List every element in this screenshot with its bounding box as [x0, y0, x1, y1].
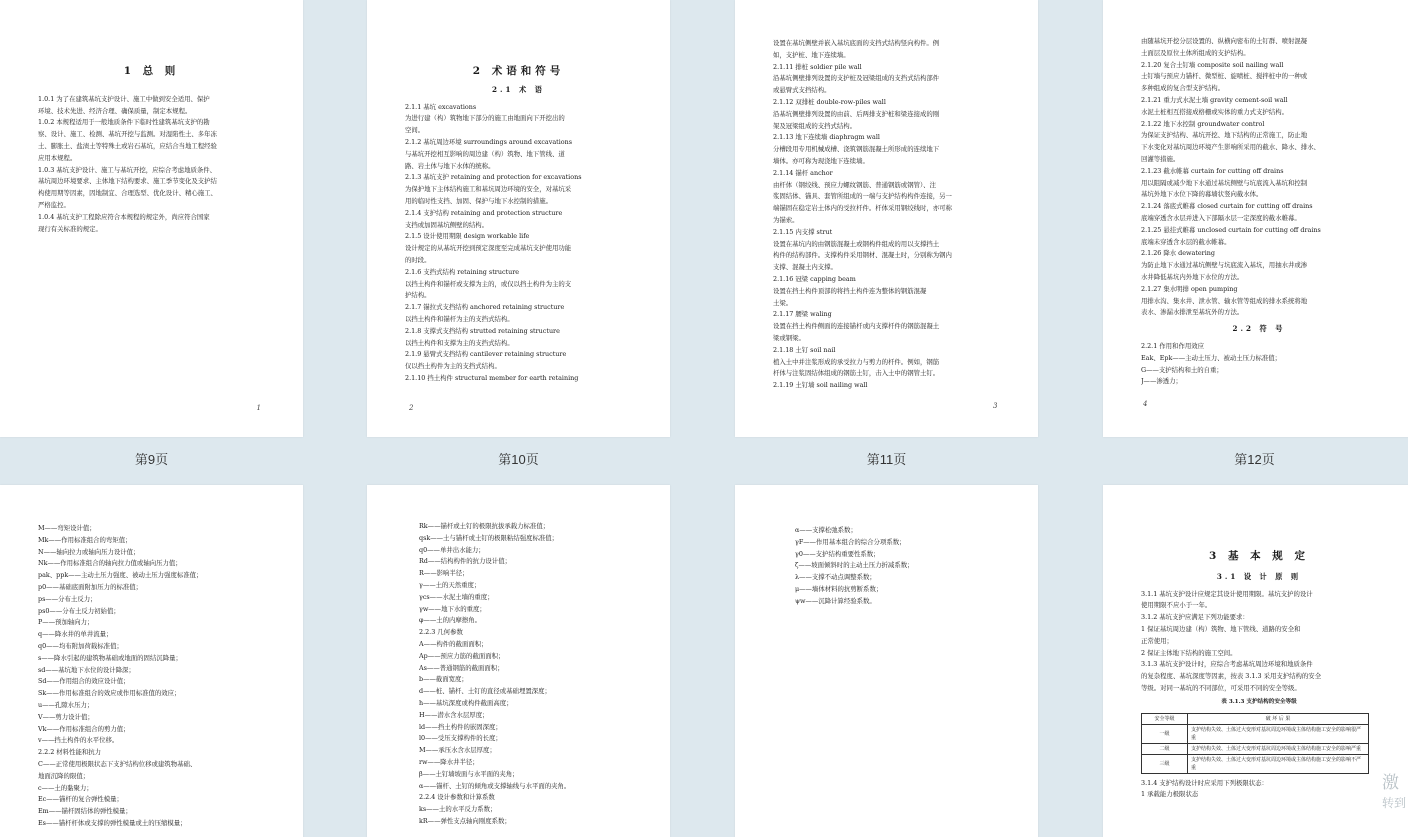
text-line: α——支撑松弛系数； [795, 526, 857, 534]
table-cell: 一级 [1142, 724, 1188, 743]
text-line: 表水、渗漏水排泄至基坑外的方法。 [1141, 308, 1244, 317]
page-body [38, 523, 265, 830]
text-line: 如，支护桩、地下连续墙。 [773, 50, 850, 59]
page-body [38, 94, 265, 236]
page-body [405, 102, 632, 385]
text-line: γcs——水泥土墙的重度； [419, 592, 494, 601]
text-line: 由随基坑开挖分层设置的、纵横向密布的土钉群、喷射混凝 [1141, 37, 1308, 45]
text-line: 2.1.2 基坑周边环境 surroundings around excavations [405, 137, 573, 146]
text-line: 2.1.12 双排桩 double-row-piles wall [773, 97, 886, 106]
text-line: V——剪力设计值； [38, 712, 94, 721]
text-line: p0——基础底面附加压力的标准值； [38, 582, 143, 591]
text-line: 用以阻隔或减少地下水通过基坑侧壁与坑底流入基坑和控制 [1141, 178, 1308, 187]
text-line: 的复杂程度、基坑深度等因素，按表 3.1.3 采用支护结构的安全 [1141, 672, 1322, 681]
text-line: 1.0.4 基坑支护工程除应符合本规程的规定外，尚应符合国家 [38, 212, 210, 221]
page-body-2 [1141, 341, 1377, 388]
page-label-11[interactable]: 第11页 [866, 452, 907, 467]
text-line: 端锚固在稳定岩土体内的受拉杆件。杆体采用钢绞线时，亦可称 [773, 204, 952, 213]
table-cell: 三级 [1142, 754, 1188, 773]
text-line: J——渗透力； [1141, 377, 1182, 386]
table-row [1142, 754, 1369, 773]
text-line: 土面层及原位土体所组成的支护结构。 [1141, 48, 1250, 57]
section-title: 3.1 设 计 原 则 [1216, 571, 1302, 581]
table-cell: 二级 [1142, 743, 1188, 754]
text-line: ps——分布土反力； [38, 594, 97, 603]
text-line: l0——受压支撑构件的长度； [419, 734, 502, 743]
text-line: 2.1.3 基坑支护 retaining and protection for excavations [405, 173, 582, 182]
chapter-title: 3 基 本 规 定 [1209, 550, 1309, 562]
text-line: 水泥土桩相互搭接成格栅或实体的重力式支护结构。 [1141, 107, 1288, 116]
text-line: 浆固结体、锚具、套管所组成的一端与支护结构构件连接，另一 [773, 192, 952, 201]
text-line: 2.1.4 支护结构 retaining and protection structure [405, 208, 563, 217]
text-line: u——孔隙水压力； [38, 700, 94, 709]
text-line: 护结构。 [405, 291, 431, 300]
text-line: γw——地下水的重度； [419, 604, 486, 613]
text-line: 为锚索。 [773, 215, 799, 224]
text-line: ps0——分布土反力初始值； [38, 606, 120, 615]
text-line: c——土的黏聚力； [38, 783, 93, 792]
chapter-title: 1 总 则 [123, 65, 180, 77]
text-line: 以挡土构件和支撑为主的支挡式结构。 [405, 338, 514, 347]
text-line: 或悬臂式支挡结构。 [773, 86, 831, 95]
text-line: 底端未穿透含水层的截水帷幕。 [1141, 237, 1231, 246]
text-line: Mk——作用标准组合的弯矩值； [38, 535, 132, 544]
text-line: Nk——作用标准组合的轴向拉力值或轴向压力值； [38, 559, 182, 568]
text-line: kR——弹性支点轴向刚度系数； [419, 816, 511, 825]
table-cell: 支护结构失效、土体过大变形对基坑周边环境或主体结构施工安全的影响很严重 [1188, 724, 1369, 743]
text-line: G——支护结构和土的自重； [1141, 365, 1223, 374]
text-line: N——轴向拉力或轴向压力设计值； [38, 547, 140, 556]
table-header: 安全等级 [1142, 713, 1188, 724]
text-line: 1.0.3 基坑支护设计、施工与基坑开挖，应综合考虑地质条件、 [38, 165, 217, 174]
page-12[interactable] [1103, 0, 1408, 437]
page-10[interactable] [367, 0, 670, 437]
text-line: 与基坑开挖相互影响的周边建（构）筑物、地下管线、道 [405, 149, 565, 158]
text-line: λ——支撑不动点调整系数； [795, 573, 876, 582]
chapter-title: 2 术语和符号 [472, 65, 565, 77]
text-line: q——降水井的单井流量； [38, 630, 113, 639]
text-line: 沿基坑侧壁排列设置的由前、后两排支护桩和梁连接成的刚 [773, 109, 940, 118]
text-line: 正常使用； [1141, 636, 1173, 645]
section-title: 2.1 术 语 [492, 84, 545, 94]
page-number: 3 [993, 402, 998, 411]
text-line: 1.0.2 本规程适用于一般地质条件下临时性建筑基坑支护的勘 [38, 118, 210, 127]
text-line: As——普通钢筋的截面面积； [419, 663, 504, 672]
page-body [773, 38, 1000, 392]
text-line: 2.2.1 作用和作用效应 [1141, 341, 1205, 350]
text-line: 3.1.2 基坑支护应满足下列功能要求： [1141, 613, 1249, 622]
text-line: 以挡土构件和锚杆或支撑为主的，或仅以挡土构件为主的支 [405, 279, 572, 288]
text-line: 2.1.9 悬臂式支挡结构 cantilever retaining structure [405, 350, 567, 359]
text-line: 3.1.4 支护结构设计时应采用下列极限状态： [1141, 778, 1268, 787]
text-line: 架及冠梁组成的支挡式结构。 [773, 121, 857, 130]
text-line: 为保护地下主体结构施工和基坑周边环境的安全，对基坑采 [405, 185, 572, 194]
text-line: 应用本规程。 [38, 153, 77, 162]
text-line: 基坑周边环境要求、主体地下结构要求、施工季节变化及支护结 [38, 177, 217, 186]
text-line: 3.1.3 基坑支护设计时，应综合考虑基坑周边环境和地质条件 [1141, 660, 1313, 669]
text-line: 的时段。 [405, 255, 431, 264]
text-line: Rd——结构构件的抗力设计值； [419, 557, 511, 566]
page-body-2 [1141, 778, 1377, 802]
text-line: 2.1.16 冠梁 capping beam [773, 274, 856, 283]
text-line: ζ——坡面倾斜时的主动土压力折减系数； [795, 561, 914, 570]
text-line: α——锚杆、土钉的倾角或支撑轴线与水平面的夹角。 [419, 781, 571, 790]
safety-grade-table [1141, 713, 1369, 774]
page-9[interactable] [0, 0, 303, 437]
text-line: ks——土的水平反力系数； [419, 805, 497, 814]
text-line: 2.1.13 地下连续墙 diaphragm wall [773, 133, 880, 142]
text-line: 2.1.24 落底式帷幕 closed curtain for cutting off drains [1141, 202, 1313, 211]
page-body [795, 525, 1000, 608]
text-line: 水井降低基坑内外地下水位的方法。 [1141, 272, 1244, 281]
text-line: 2.1.1 基坑 excavations [405, 102, 477, 111]
text-line: A——构件的截面面积； [419, 639, 488, 648]
text-line: 用排水沟、集水井、泄水管、输水管等组成的排水系统将地 [1141, 296, 1308, 305]
text-line: 2.1.14 锚杆 anchor [773, 168, 833, 177]
text-line: 为防止地下水通过基坑侧壁与坑底流入基坑，用抽水井或渗 [1141, 261, 1308, 270]
text-line: φ——土的内摩擦角。 [419, 616, 481, 625]
text-line: 环境、技术先进、经济合理、确保质量，制定本规程。 [38, 106, 192, 115]
page-body [1141, 36, 1377, 319]
text-line: s——降水引起的建筑物基础或地面的固结沉降量； [38, 653, 182, 662]
text-line: 1.0.1 为了在建筑基坑支护设计、施工中做到安全适用、保护 [38, 94, 210, 103]
text-line: 2.1.8 支撑式支挡结构 strutted retaining structure [405, 326, 560, 335]
text-line: 分槽段用专用机械成槽、浇筑钢筋混凝土所形成的连续地下 [773, 145, 940, 154]
text-line: γ0——支护结构重要性系数； [795, 549, 880, 558]
text-line: 2.2.2 材料性能和抗力 [38, 748, 102, 757]
text-line: 2.1.23 截水帷幕 curtain for cutting off drains [1141, 166, 1284, 175]
text-line: pak、ppk——主动土压力强度、被动土压力强度标准值； [38, 571, 203, 580]
text-line: 为进行建（构）筑物地下部分的施工由地面向下开挖出的 [405, 114, 565, 123]
text-line: Ec——锚杆的复合弹性模量； [38, 795, 123, 804]
text-line: 2.1.21 重力式水泥土墙 gravity cement-soil wall [1141, 95, 1288, 104]
text-line: 2.1.18 土钉 soil nail [773, 345, 836, 354]
page-label-9[interactable]: 第9页 [134, 452, 169, 467]
text-line: 支撑、混凝土内支撑。 [773, 263, 837, 272]
text-line: 土、膨胀土、盐渍土等特殊土或岩石基坑，应结合当地工程经验 [38, 141, 217, 150]
page-number: 2 [409, 404, 414, 413]
text-line: Em——锚杆固结体的弹性模量； [38, 807, 132, 816]
text-line: sd——基坑地下水位的设计降深； [38, 665, 135, 674]
text-line: 2.1.22 地下水控制 groundwater control [1141, 119, 1265, 128]
text-line: 2.1.15 内支撑 strut [773, 227, 833, 236]
text-line: 设置在基坑内的由钢筋混凝土或钢构件组成的用以支撑挡土 [773, 239, 940, 248]
text-line: ψw——沉降计算经验系数。 [795, 596, 876, 605]
text-line: 设置在基坑侧壁并嵌入基坑底面的支挡式结构竖向构件。例 [773, 39, 940, 47]
table-row [1142, 724, 1369, 743]
text-line: b——截面宽度； [419, 675, 468, 684]
text-line: γF——作用基本组合的综合分项系数； [795, 537, 906, 546]
text-line: 设置在挡土构件顶部的将挡土构件连为整体的钢筋混凝 [773, 286, 927, 295]
text-line: 1 承载能力极限状态 [1141, 790, 1199, 799]
text-line: 下水变化对基坑周边环境产生影响所采用的截水、降水、排水、 [1141, 143, 1320, 152]
watermark-text: 激 [1382, 773, 1399, 792]
text-line: Vk——作用标准组合的剪力值； [38, 724, 130, 733]
text-line: 梁或钢梁。 [773, 333, 805, 342]
text-line: Eak、Epk——主动土压力、被动土压力标准值； [1141, 353, 1282, 362]
watermark-text-2: 转到 [1382, 796, 1407, 810]
page-11[interactable] [735, 0, 1038, 437]
text-line: 察、设计、施工、检测、基坑开挖与监测。对湿陷性土、多年冻 [38, 130, 217, 139]
page-15[interactable] [735, 485, 1038, 837]
text-line: 使用期限不应小于一年。 [1141, 601, 1212, 610]
text-line: 沿基坑侧壁排列设置的支护桩及冠梁组成的支挡式结构部件 [773, 74, 940, 83]
page-14[interactable] [367, 485, 670, 837]
page-body [1141, 589, 1377, 695]
page-16[interactable] [1103, 485, 1408, 837]
text-line: 底端穿透含水层并进入下部隔水层一定深度的截水帷幕。 [1141, 213, 1301, 222]
text-line: 杆体与注浆固结体组成的钢筋土钉，击入土中的钢管土钉。 [773, 369, 940, 378]
text-line: v——挡土构件的水平位移。 [38, 736, 119, 745]
text-line: 2.1.11 排桩 soldier pile wall [773, 62, 862, 71]
text-line: μ——墙体材料的抗剪断系数； [795, 584, 883, 593]
text-line: 土钉墙与预应力锚杆、微型桩、旋喷桩、搅拌桩中的一种或 [1141, 72, 1308, 81]
text-line: 3.1.1 基坑支护设计应规定其设计使用期限。基坑支护的设计 [1141, 589, 1313, 598]
text-line: 路、岩土体与地下水体的统称。 [405, 161, 495, 170]
table-header: 破 坏 后 果 [1188, 713, 1369, 724]
text-line: 2.1.6 支挡式结构 retaining structure [405, 267, 520, 276]
text-line: Ap——预应力筋的截面面积； [419, 651, 505, 660]
text-line: H——潜水含水层厚度； [419, 710, 489, 719]
text-line: d——桩、锚杆、土钉的直径或基础埋置深度； [419, 687, 551, 696]
text-line: 为保证支护结构、基坑开挖、地下结构的正常施工，防止地 [1141, 131, 1308, 140]
text-line: 2.1.5 设计使用期限 design workable life [405, 232, 530, 241]
text-line: 现行有关标准的规定。 [38, 224, 102, 233]
text-line: 2 保证主体地下结构的施工空间。 [1141, 648, 1237, 657]
text-line: 2.2.4 设计参数和计算系数 [419, 793, 495, 802]
text-line: Sk——作用标准组合的效应或作用标准值的效应； [38, 689, 181, 698]
text-line: 基坑外地下水位下降的幕墙状竖向截水体。 [1141, 190, 1263, 199]
text-line: C——正常使用极限状态下支护结构位移或建筑物基础、 [38, 759, 197, 768]
text-line: 地面沉降的限值； [38, 771, 90, 780]
page-body [419, 521, 632, 828]
text-line: 2.1.19 土钉墙 soil nailing wall [773, 381, 868, 390]
text-line: 设计规定的从基坑开挖到预定深度至完成基坑支护使用功能 [405, 244, 572, 253]
text-line: 回灌等措施。 [1141, 154, 1180, 163]
text-line: 2.1.7 锚拉式支挡结构 anchored retaining structure [405, 303, 565, 312]
text-line: P——预加轴向力； [38, 618, 94, 627]
text-line: 空间。 [405, 126, 425, 135]
text-line: 严格监控。 [38, 200, 70, 209]
page-number: 4 [1143, 400, 1148, 409]
text-line: 设置在挡土构件侧面的连接锚杆或内支撑杆件的钢筋混凝土 [773, 322, 940, 331]
text-line: 2.2.3 几何参数 [419, 628, 463, 637]
text-line: M——承压水含水层厚度； [419, 746, 496, 755]
text-line: qsk——土与锚杆或土钉的极限粘结强度标准值； [419, 533, 559, 542]
text-line: M——弯矩设计值； [38, 524, 96, 532]
text-line: q0——均布附加荷载标准值； [38, 641, 123, 650]
text-line: q0——单井出水能力； [419, 545, 485, 554]
text-line: 以挡土构件和锚杆为主的支挡式结构。 [405, 314, 514, 323]
text-line: 2.1.25 悬挂式帷幕 unclosed curtain for cutting off drains [1141, 225, 1321, 234]
page-label-10[interactable]: 第10页 [498, 452, 539, 467]
table-title: 表 3.1.3 支护结构的安全等级 [1221, 698, 1297, 705]
table-row [1142, 743, 1369, 754]
text-line: 植入土中并注浆形成的承受拉力与剪力的杆件。例如，钢筋 [773, 357, 940, 366]
text-line: 2.1.10 挡土构件 structural member for earth retaining [405, 373, 579, 382]
text-line: 2.1.20 复合土钉墙 composite soil nailing wall [1141, 60, 1284, 69]
text-line: 由杆体（钢绞线、预应力螺纹钢筋、普通钢筋或钢管）、注 [773, 180, 936, 189]
text-line: ld——挡土构件的嵌固深度； [419, 722, 502, 731]
text-line: 1 保证基坑周边建（构）筑物、地下管线、道路的安全和 [1141, 624, 1301, 633]
text-line: 构使用期等因素，因地制宜、合理选型、优化设计、精心施工、 [38, 189, 217, 198]
page-label-12[interactable]: 第12页 [1234, 452, 1275, 467]
text-line: Sd——作用组合的效应设计值； [38, 677, 130, 686]
text-line: 仅以挡土构件为主的支挡式结构。 [405, 362, 501, 371]
text-line: 2.1.26 降水 dewatering [1141, 249, 1215, 258]
text-line: 用的临时性支挡、加固、保护与地下水控制的措施。 [405, 196, 552, 205]
table-cell: 支护结构失效、土体过大变形对基坑周边环境或主体结构施工安全的影响严重 [1188, 743, 1369, 754]
text-line: Es——锚杆杆体或支撑的弹性模量或土的压缩模量； [38, 818, 187, 827]
section-title: 2.2 符 号 [1232, 324, 1286, 334]
text-line: 支挡或加固基坑侧壁的结构。 [405, 220, 489, 229]
text-line: 2.1.27 集水明排 open pumping [1141, 284, 1238, 293]
text-line: 构件的结构部件。支撑构件采用钢材、混凝土时，分别称为钢内 [773, 251, 952, 260]
page-13[interactable] [0, 485, 303, 837]
text-line: rw——降水井半径； [419, 757, 479, 766]
text-line: 土梁。 [773, 298, 793, 307]
text-line: 等级。对同一基坑的不同部位，可采用不同的安全等级。 [1141, 683, 1301, 692]
text-line: 2.1.17 腰梁 waling [773, 310, 832, 319]
text-line: β——土钉墙坡面与水平面的夹角； [419, 769, 519, 778]
text-line: h——基坑深度或构件截面高度； [419, 698, 513, 707]
text-line: γ——土的天然重度； [419, 580, 481, 589]
text-line: 多种组成的复合型支护结构。 [1141, 84, 1225, 93]
table-cell: 支护结构失效、土体过大变形对基坑周边环境或主体结构施工安全的影响不严重 [1188, 754, 1369, 773]
text-line: Rk——锚杆或土钉的极限抗拔承载力标准值； [419, 522, 550, 530]
text-line: R——影响半径； [419, 569, 469, 578]
page-number: 1 [256, 404, 261, 413]
text-line: 墙体。亦可称为现浇地下连续墙。 [773, 156, 869, 165]
